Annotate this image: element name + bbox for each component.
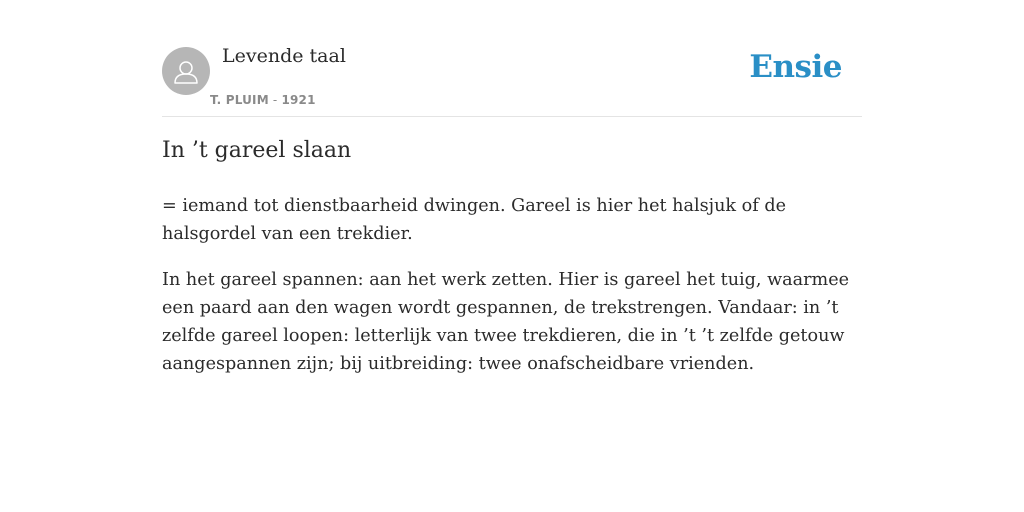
author-separator: - [268,93,282,107]
author-line [210,93,316,107]
article-body [162,192,862,396]
author-name[interactable]: T. PLUIM [210,93,269,107]
article-title: In ’t gareel slaan [162,138,352,163]
collection-title[interactable]: Levende taal [222,45,346,67]
avatar[interactable] [162,47,210,95]
publication-year: 1921 [281,93,316,107]
header [162,40,862,117]
brand-logo[interactable]: Ensie [749,49,842,85]
paragraph: = iemand tot dienstbaarheid dwingen. Gareel is hier het halsjuk of de halsgordel van een trekdier. [162,196,787,244]
paragraph: In het gareel spannen: aan het werk zetten. Hier is gareel het tuig, waarmee een paard aan den wagen wordt gespannen, de trekstrengen. Vandaar: in ’t zelfde gareel loopen: letterlijk van twee trekdieren, die in ’t ’t zelfde getouw aangespannen zijn; bij uitbreiding: twee onafscheidbare vrienden. [162,270,850,374]
user-icon [162,47,210,95]
